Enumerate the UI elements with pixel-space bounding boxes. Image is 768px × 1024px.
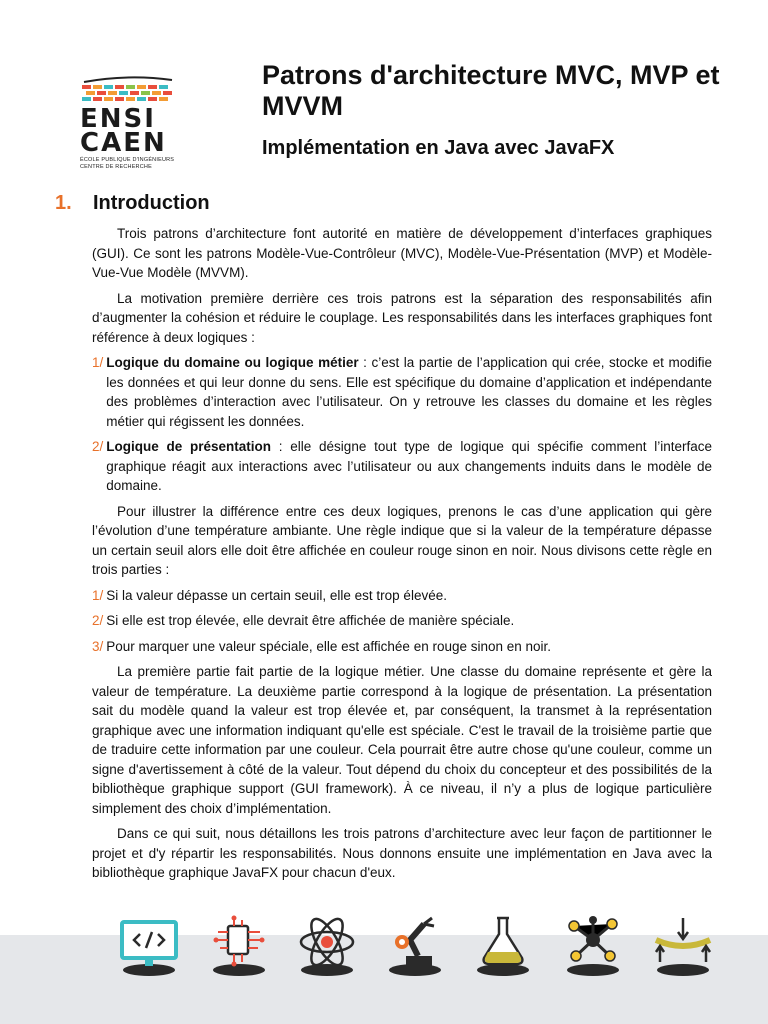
paragraph-intro: Trois patrons d’architecture font autorité en matière de développement d’interfaces graphiques (GUI). Ce sont les patrons Modèle-Vue-Contrôleur (MVC), Modèle-Vue-Présentation (MVP) et Modèle-Vue-Vue Modèle (MVVM). xyxy=(92,226,712,280)
section-heading xyxy=(55,192,210,215)
atom-icon xyxy=(296,912,358,980)
list-text: Si la valeur dépasse un certain seuil, elle est trop élevée. xyxy=(106,587,447,603)
body-content xyxy=(92,224,712,889)
list-item-logic-domain xyxy=(92,353,712,431)
robot-arm-icon xyxy=(384,912,446,980)
list-text: : c’est la partie de l’application qui crée, stocke et modifie les données et qui leur donne du sens. Elle est spécifique du domaine d’application et indépendante des problèmes d’interaction avec l’utilisateur. On y retrouve les classes du domaine et les règles métier qui régissent les données. xyxy=(106,355,712,429)
beam-load-icon xyxy=(652,912,714,980)
list-term: Logique de présentation xyxy=(106,439,272,454)
list-text: Pour marquer une valeur spéciale, elle est affichée en rouge sinon en noir. xyxy=(106,638,552,654)
list-item-rule-1 xyxy=(92,586,712,606)
code-monitor-icon xyxy=(118,912,180,980)
logo-word-caen: CAEN xyxy=(80,128,167,158)
ensicaen-logo xyxy=(80,72,180,171)
logo-subtitle-2: CENTRE DE RECHERCHE xyxy=(80,164,152,170)
list-text: : elle désigne tout type de logique qui spécifie comment l’interface graphique réagit aux interactions avec l’utilisateur ou aux changements induits dans le modèle de domaine. xyxy=(106,439,713,493)
list-marker: 2/ xyxy=(92,613,104,628)
list-term: Logique du domaine ou logique métier xyxy=(106,355,359,370)
logo-word-ensi: ENSI xyxy=(80,104,156,134)
list-item-rule-2 xyxy=(92,611,712,631)
circuit-chip-icon xyxy=(208,912,270,980)
logo-bars-icon xyxy=(80,72,176,102)
paragraph-explanation: La première partie fait partie de la logique métier. Une classe du domaine représente et gère la valeur de température. La deuxième partie correspond à la logique de présentation. La présentation sait du modèle quand la valeur est trop élevée et, par conséquent, la transmet à la représentation graphique avec une information indiquant qu'elle est spéciale. C'est le travail de la troisième partie que de traduire cette information par une couleur. Cela pourrait être autre chose qu'une couleur, comme un signe d'avertissement à côté de la valeur. Tout dépend du choix du concepteur et des possibilités de la bibliothèque graphique support (GUI framework). À ce niveau, il n’y a plus de logique particulière simplement des choix d’implémentation. xyxy=(92,664,712,816)
flask-icon xyxy=(472,912,534,980)
list-marker: 3/ xyxy=(92,638,104,654)
paragraph-outline: Dans ce qui suit, nous détaillons les trois patrons d’architecture avec leur façon de partitionner le projet et d'y répartir les responsabilités. Nous donnons ensuite une implémentation en Java avec la bibliothèque graphique JavaFX pour chacun d'eux. xyxy=(92,826,712,880)
document-title: Patrons d'architecture MVC, MVP et MVVM xyxy=(262,60,720,121)
logo-subtitle-1: ÉCOLE PUBLIQUE D'INGÉNIEURS xyxy=(80,157,175,163)
list-marker: 1/ xyxy=(92,587,104,603)
list-item-logic-presentation xyxy=(92,437,712,496)
section-title: Introduction xyxy=(93,192,210,214)
paragraph-example: Pour illustrer la différence entre ces deux logiques, prenons le cas d’une application qui gère l’évolution d’une température ambiante. Une règle indique que si la valeur de la température dépasse un certain seuil alors elle doit être affichée en couleur rouge sinon en noir. Nous divisons cette règle en trois parties : xyxy=(92,503,712,577)
list-item-rule-3 xyxy=(92,637,712,657)
list-text: Si elle est trop élevée, elle devrait être affichée de manière spéciale. xyxy=(106,613,515,628)
list-marker: 1/ xyxy=(92,355,104,370)
paragraph-motivation: La motivation première derrière ces trois patrons est la séparation des responsabilités afin d’augmenter la cohésion et réduire le couplage. Les responsabilités dans les interfaces graphiques font référence à deux logiques : xyxy=(92,290,712,345)
list-marker: 2/ xyxy=(92,439,104,454)
section-number: 1. xyxy=(55,192,72,214)
molecule-icon xyxy=(562,912,624,980)
document-subtitle: Implémentation en Java avec JavaFX xyxy=(262,137,615,159)
